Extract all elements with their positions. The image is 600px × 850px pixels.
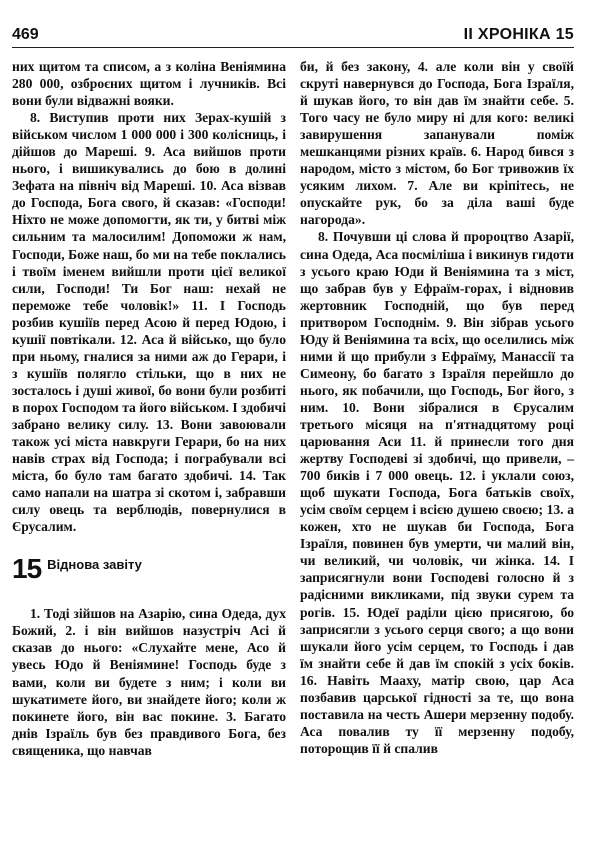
running-title: II ХРОНІКА 15 — [463, 26, 574, 43]
paragraph: них щитом та списом, а з коліна Веніямина 280 000, озброєних щитом і лучників. Всі вони були відважні вояки. — [12, 59, 286, 109]
paragraph: би, й без закону, 4. але коли він у своїй скруті навернувся до Господа, Бога Ізраїля, й шукав його, то він дав їм знайти себе. 5. Того часу не було миру ні для кого: великі завирушення запанували поміж мешканцями різних країв. 6. Народ бився з народом, місто з містом, бо Бог тривожив їх усяким лихом. 7. Але ви кріпітесь, не опускайте рук, бо за діла ваші буде нагорода». — [300, 59, 574, 228]
chapter-title: Віднова завіту — [47, 556, 142, 572]
paragraph: 8. Почувши ці слова й пророцтво Азарії, сина Одеда, Аса посміліша і викинув гидоти з усього краю Юди й Веніямина та з міст, що забрав був у Ефраїм-горах, і відновив жертовник Господній, що був перед притвором Господнім. 9. Він зібрав усього Юду й Веніямина та всіх, що оселились між ними й що прибули з Ефраїму, Манассії та Симеону, бо багато з Ізраїля перейшло до нього, як побачили, що Господь, Бог його, з ним. 10. Вони зібралися в Єрусалим третього місяця на п'ятнадцятому році царювання Аси 11. й принесли того дня жертву Господеві зі здобичі, що привели, – 700 биків і 7 000 овець. 12. і уклали союз, щоб шукати Господа, Бога батьків своїх, усім своїм серцем і всією душею своєю; 13. а кожен, хто не шукав би Господа, Бога Ізраїля, повинен був умерти, чи малий він, чи великий, чи чоловік, чи жінка. 14. І заприсягнули вони Господеві голосно й з радісними викликами, під звуки сурем та рогів. 15. Юдеї раділи цією присягою, бо заприсягли з усього серця свого; а що вони шукали його усім серцем, то Господь і дав їм знайти себе й дав їм спокій з усіх боків. 16. Навіть Мааху, матір свою, цар Аса позбавив царської гідності за те, що вона поставила на честь Ашери мерзенну подобу. Аса повалив ту її мерзенну подобу, поторощив її й спалив — [300, 229, 574, 756]
running-header — [12, 22, 574, 48]
paragraph: 1. Тоді зійшов на Азарію, сина Одеда, дух Божий, 2. і він вийшов назустріч Асі й сказав до нього: «Слухайте мене, Асо й увесь Юдо й Веніямине! Господь буде з вами, коли ви будете з ним; і коли ви шукатимете його, ви знайдете його; коли ж покинете його, він вас покине. 3. Багато днів Ізраїль був без правдивого Бога, без священика, що навчав — [12, 606, 286, 758]
page-number: 469 — [12, 26, 39, 43]
right-column — [300, 58, 574, 759]
left-column — [12, 58, 286, 759]
chapter-number: 15 — [12, 553, 42, 585]
text-columns — [12, 58, 574, 759]
paragraph: 8. Виступив проти них Зерах-кушій з військом числом 1 000 000 і 300 колісниць, і дійшов до Мареші. 9. Аса вийшов проти нього, і вишикувались до бою в долині Зефата на північ від Мареші. 10. Аса візвав до Господа, Бога свого, й сказав: «Господи! Ніхто не може допомогти, як ти, у битві між сильним та малосилим! Допоможи ж нам, Господи, Боже наш, бо ми на тебе поклались і твоїм іменем вийшли проти цієї великої сили, Господи! Ти Бог наш: нехай не переможе тебе чоловік!» 11. І Господь розбив кушіїв перед Асою й перед Юдою, і кушії повтікали. 12. Аса й військо, що було при ньому, гналися за ними аж до Герари, і з кушіїв полягло стільки, що в них не зосталось і душі живої, бо вони були розбиті в порох Господом та його військом. І здобичі забрано велику силу. 13. Вони завоювали також усі міста навкруги Герари, бо на них навів страх від Господа; і пограбували всі міста, бо було там багато здобичі. 14. Так само напали на шатра зі скотом і, забравши силу овець та верблюдів, повернулися в Єрусалим. — [12, 110, 286, 535]
chapter-heading — [12, 555, 286, 583]
